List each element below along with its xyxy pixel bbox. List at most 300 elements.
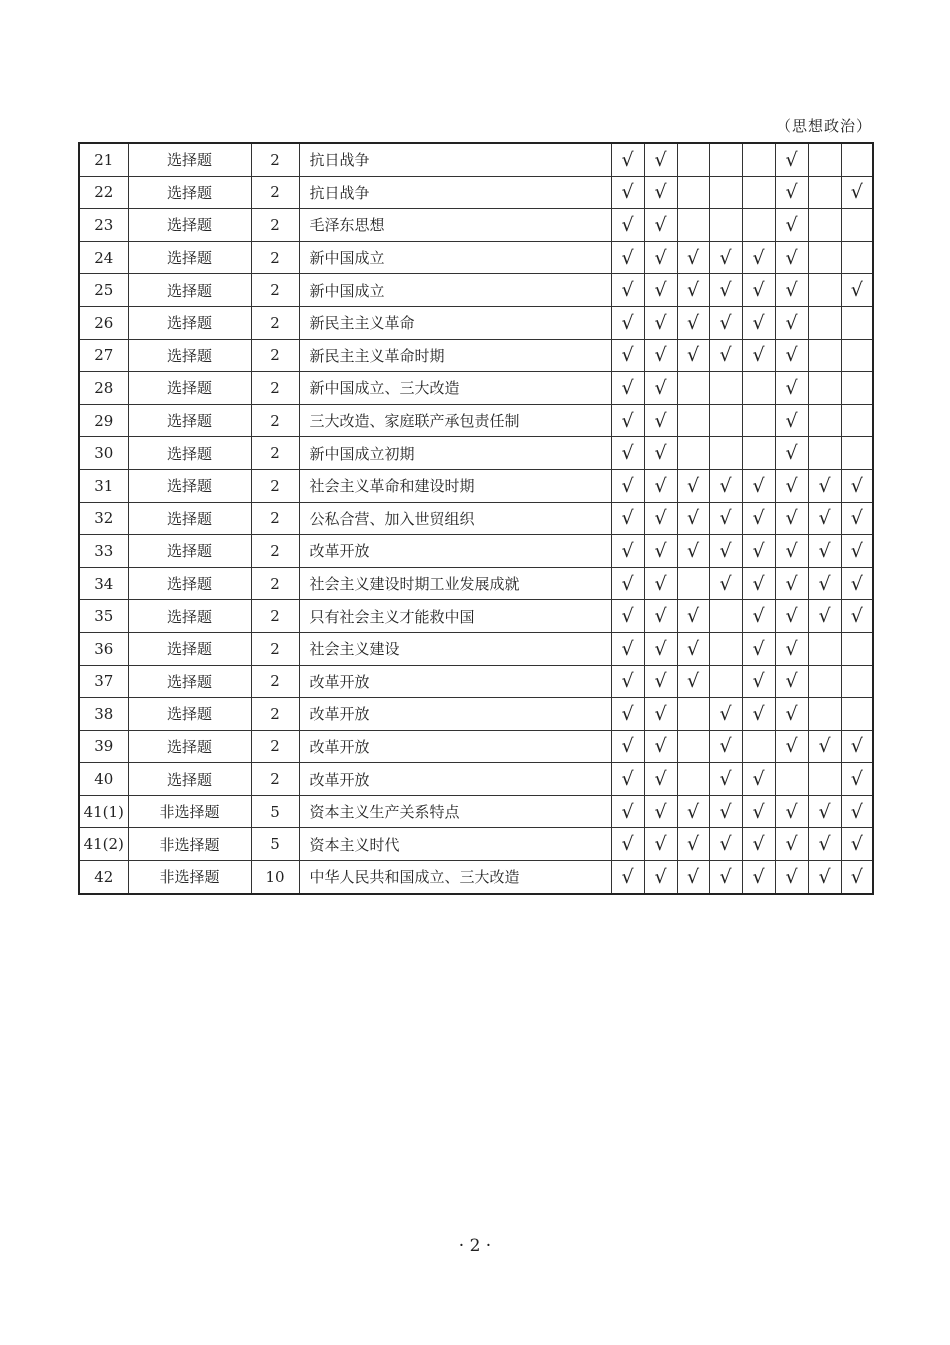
check-mark-icon: √: [611, 861, 644, 894]
question-type: 选择题: [128, 567, 251, 600]
check-mark-icon: √: [742, 795, 775, 828]
question-number: 35: [79, 600, 128, 633]
question-type: 非选择题: [128, 828, 251, 861]
check-mark-icon: √: [677, 339, 709, 372]
question-number: 37: [79, 665, 128, 698]
check-mark-icon: √: [742, 241, 775, 274]
question-number: 32: [79, 502, 128, 535]
check-mark-icon: √: [709, 698, 742, 731]
question-type: 选择题: [128, 241, 251, 274]
check-mark-icon: √: [742, 763, 775, 796]
question-content: 毛泽东思想: [299, 209, 611, 242]
empty-cell: [808, 632, 841, 665]
check-mark-icon: √: [808, 502, 841, 535]
question-number: 39: [79, 730, 128, 763]
empty-cell: [709, 143, 742, 176]
check-mark-icon: √: [841, 469, 873, 502]
check-mark-icon: √: [841, 600, 873, 633]
check-mark-icon: √: [775, 339, 808, 372]
question-score: 2: [251, 469, 299, 502]
empty-cell: [677, 698, 709, 731]
question-type: 选择题: [128, 698, 251, 731]
question-score: 2: [251, 372, 299, 405]
empty-cell: [841, 698, 873, 731]
check-mark-icon: √: [677, 535, 709, 568]
check-mark-icon: √: [775, 209, 808, 242]
question-number: 24: [79, 241, 128, 274]
check-mark-icon: √: [611, 274, 644, 307]
empty-cell: [709, 372, 742, 405]
question-number: 31: [79, 469, 128, 502]
empty-cell: [742, 176, 775, 209]
question-score: 5: [251, 795, 299, 828]
check-mark-icon: √: [742, 535, 775, 568]
question-score: 2: [251, 535, 299, 568]
empty-cell: [841, 209, 873, 242]
question-content: 三大改造、家庭联产承包责任制: [299, 404, 611, 437]
table-row: [79, 698, 873, 731]
question-type: 选择题: [128, 437, 251, 470]
question-content: 抗日战争: [299, 176, 611, 209]
check-mark-icon: √: [841, 274, 873, 307]
check-mark-icon: √: [644, 600, 677, 633]
question-score: 2: [251, 567, 299, 600]
check-mark-icon: √: [808, 469, 841, 502]
check-mark-icon: √: [644, 763, 677, 796]
check-mark-icon: √: [709, 241, 742, 274]
question-score: 2: [251, 632, 299, 665]
question-score: 2: [251, 274, 299, 307]
check-mark-icon: √: [644, 502, 677, 535]
check-mark-icon: √: [611, 535, 644, 568]
check-mark-icon: √: [644, 795, 677, 828]
question-number: 21: [79, 143, 128, 176]
question-type: 选择题: [128, 763, 251, 796]
question-number: 29: [79, 404, 128, 437]
check-mark-icon: √: [644, 567, 677, 600]
check-mark-icon: √: [775, 665, 808, 698]
empty-cell: [677, 437, 709, 470]
empty-cell: [709, 404, 742, 437]
table-row: [79, 795, 873, 828]
check-mark-icon: √: [611, 306, 644, 339]
empty-cell: [742, 437, 775, 470]
check-mark-icon: √: [742, 567, 775, 600]
check-mark-icon: √: [709, 828, 742, 861]
question-score: 2: [251, 600, 299, 633]
question-score: 5: [251, 828, 299, 861]
table-row: [79, 143, 873, 176]
empty-cell: [742, 143, 775, 176]
question-content: 改革开放: [299, 535, 611, 568]
empty-cell: [677, 730, 709, 763]
check-mark-icon: √: [677, 828, 709, 861]
question-number: 22: [79, 176, 128, 209]
question-score: 2: [251, 143, 299, 176]
check-mark-icon: √: [742, 306, 775, 339]
check-mark-icon: √: [709, 861, 742, 894]
check-mark-icon: √: [841, 730, 873, 763]
check-mark-icon: √: [611, 241, 644, 274]
question-number: 38: [79, 698, 128, 731]
check-mark-icon: √: [742, 861, 775, 894]
empty-cell: [841, 241, 873, 274]
question-content: 新中国成立: [299, 274, 611, 307]
question-type: 选择题: [128, 339, 251, 372]
empty-cell: [808, 241, 841, 274]
empty-cell: [677, 567, 709, 600]
check-mark-icon: √: [775, 828, 808, 861]
empty-cell: [677, 763, 709, 796]
question-type: 选择题: [128, 535, 251, 568]
empty-cell: [742, 404, 775, 437]
question-score: 2: [251, 665, 299, 698]
check-mark-icon: √: [808, 795, 841, 828]
empty-cell: [677, 143, 709, 176]
question-number: 36: [79, 632, 128, 665]
subject-label: （思想政治）: [775, 117, 872, 135]
check-mark-icon: √: [611, 143, 644, 176]
empty-cell: [808, 665, 841, 698]
question-type: 选择题: [128, 404, 251, 437]
question-type: 选择题: [128, 730, 251, 763]
question-content: 资本主义生产关系特点: [299, 795, 611, 828]
page-number: · 2 ·: [458, 1236, 492, 1256]
table-row: [79, 567, 873, 600]
table-row: [79, 209, 873, 242]
empty-cell: [841, 437, 873, 470]
empty-cell: [742, 209, 775, 242]
empty-cell: [709, 437, 742, 470]
check-mark-icon: √: [775, 698, 808, 731]
check-mark-icon: √: [742, 274, 775, 307]
question-type: 选择题: [128, 274, 251, 307]
check-mark-icon: √: [709, 795, 742, 828]
check-mark-icon: √: [677, 469, 709, 502]
empty-cell: [841, 372, 873, 405]
check-mark-icon: √: [808, 828, 841, 861]
empty-cell: [742, 730, 775, 763]
check-mark-icon: √: [709, 567, 742, 600]
question-content: 社会主义建设时期工业发展成就: [299, 567, 611, 600]
check-mark-icon: √: [677, 306, 709, 339]
check-mark-icon: √: [644, 143, 677, 176]
check-mark-icon: √: [775, 437, 808, 470]
check-mark-icon: √: [742, 828, 775, 861]
check-mark-icon: √: [611, 698, 644, 731]
check-mark-icon: √: [644, 632, 677, 665]
question-number: 28: [79, 372, 128, 405]
empty-cell: [709, 209, 742, 242]
empty-cell: [808, 372, 841, 405]
question-number: 33: [79, 535, 128, 568]
check-mark-icon: √: [611, 209, 644, 242]
question-type: 非选择题: [128, 861, 251, 894]
question-type: 选择题: [128, 665, 251, 698]
question-type: 选择题: [128, 372, 251, 405]
question-number: 42: [79, 861, 128, 894]
check-mark-icon: √: [808, 600, 841, 633]
table-row: [79, 176, 873, 209]
question-content: 中华人民共和国成立、三大改造: [299, 861, 611, 894]
check-mark-icon: √: [644, 861, 677, 894]
question-type: 选择题: [128, 600, 251, 633]
question-content: 只有社会主义才能救中国: [299, 600, 611, 633]
question-content: 改革开放: [299, 763, 611, 796]
check-mark-icon: √: [644, 437, 677, 470]
table-row: [79, 730, 873, 763]
check-mark-icon: √: [677, 502, 709, 535]
question-number: 27: [79, 339, 128, 372]
empty-cell: [841, 632, 873, 665]
check-mark-icon: √: [775, 306, 808, 339]
check-mark-icon: √: [644, 404, 677, 437]
table-row: [79, 861, 873, 894]
empty-cell: [775, 763, 808, 796]
empty-cell: [841, 306, 873, 339]
check-mark-icon: √: [611, 176, 644, 209]
question-score: 2: [251, 437, 299, 470]
check-mark-icon: √: [742, 339, 775, 372]
question-content: 新中国成立、三大改造: [299, 372, 611, 405]
empty-cell: [841, 143, 873, 176]
question-number: 40: [79, 763, 128, 796]
table-row: [79, 274, 873, 307]
check-mark-icon: √: [775, 632, 808, 665]
question-content: 新中国成立: [299, 241, 611, 274]
check-mark-icon: √: [775, 567, 808, 600]
check-mark-icon: √: [611, 665, 644, 698]
empty-cell: [742, 372, 775, 405]
check-mark-icon: √: [808, 567, 841, 600]
check-mark-icon: √: [644, 730, 677, 763]
check-mark-icon: √: [611, 404, 644, 437]
table-row: [79, 469, 873, 502]
question-score: 2: [251, 306, 299, 339]
question-content: 新民主主义革命时期: [299, 339, 611, 372]
question-number: 41(1): [79, 795, 128, 828]
empty-cell: [808, 274, 841, 307]
question-content: 抗日战争: [299, 143, 611, 176]
check-mark-icon: √: [611, 339, 644, 372]
check-mark-icon: √: [611, 437, 644, 470]
check-mark-icon: √: [611, 828, 644, 861]
exam-spec-table: [78, 142, 874, 895]
check-mark-icon: √: [709, 502, 742, 535]
question-type: 选择题: [128, 176, 251, 209]
check-mark-icon: √: [775, 404, 808, 437]
table-row: [79, 665, 873, 698]
question-type: 选择题: [128, 306, 251, 339]
question-content: 新中国成立初期: [299, 437, 611, 470]
check-mark-icon: √: [644, 469, 677, 502]
table-row: [79, 600, 873, 633]
question-content: 改革开放: [299, 698, 611, 731]
check-mark-icon: √: [677, 274, 709, 307]
empty-cell: [677, 404, 709, 437]
check-mark-icon: √: [644, 209, 677, 242]
empty-cell: [677, 372, 709, 405]
question-type: 选择题: [128, 469, 251, 502]
question-content: 改革开放: [299, 730, 611, 763]
empty-cell: [808, 698, 841, 731]
check-mark-icon: √: [841, 176, 873, 209]
check-mark-icon: √: [677, 861, 709, 894]
empty-cell: [841, 404, 873, 437]
question-type: 选择题: [128, 209, 251, 242]
check-mark-icon: √: [775, 861, 808, 894]
empty-cell: [841, 665, 873, 698]
check-mark-icon: √: [611, 600, 644, 633]
check-mark-icon: √: [644, 665, 677, 698]
table-row: [79, 404, 873, 437]
question-number: 23: [79, 209, 128, 242]
check-mark-icon: √: [841, 828, 873, 861]
check-mark-icon: √: [611, 632, 644, 665]
table-row: [79, 632, 873, 665]
empty-cell: [677, 176, 709, 209]
empty-cell: [709, 665, 742, 698]
check-mark-icon: √: [644, 274, 677, 307]
check-mark-icon: √: [644, 698, 677, 731]
check-mark-icon: √: [677, 795, 709, 828]
check-mark-icon: √: [644, 828, 677, 861]
question-content: 资本主义时代: [299, 828, 611, 861]
check-mark-icon: √: [775, 730, 808, 763]
check-mark-icon: √: [644, 339, 677, 372]
question-number: 34: [79, 567, 128, 600]
empty-cell: [808, 437, 841, 470]
question-type: 非选择题: [128, 795, 251, 828]
check-mark-icon: √: [775, 241, 808, 274]
check-mark-icon: √: [775, 469, 808, 502]
check-mark-icon: √: [808, 861, 841, 894]
empty-cell: [808, 143, 841, 176]
question-number: 25: [79, 274, 128, 307]
check-mark-icon: √: [611, 795, 644, 828]
check-mark-icon: √: [841, 861, 873, 894]
empty-cell: [808, 339, 841, 372]
check-mark-icon: √: [742, 469, 775, 502]
table-row: [79, 535, 873, 568]
empty-cell: [808, 306, 841, 339]
check-mark-icon: √: [677, 632, 709, 665]
table-row: [79, 372, 873, 405]
question-score: 2: [251, 698, 299, 731]
empty-cell: [841, 339, 873, 372]
question-score: 2: [251, 502, 299, 535]
check-mark-icon: √: [709, 730, 742, 763]
check-mark-icon: √: [677, 665, 709, 698]
table-row: [79, 437, 873, 470]
empty-cell: [808, 209, 841, 242]
table-row: [79, 339, 873, 372]
check-mark-icon: √: [644, 176, 677, 209]
check-mark-icon: √: [742, 698, 775, 731]
question-number: 41(2): [79, 828, 128, 861]
table-body: [79, 143, 873, 894]
table-row: [79, 502, 873, 535]
check-mark-icon: √: [742, 600, 775, 633]
check-mark-icon: √: [841, 763, 873, 796]
check-mark-icon: √: [775, 502, 808, 535]
check-mark-icon: √: [841, 795, 873, 828]
check-mark-icon: √: [677, 600, 709, 633]
question-score: 2: [251, 404, 299, 437]
question-content: 社会主义革命和建设时期: [299, 469, 611, 502]
empty-cell: [709, 632, 742, 665]
check-mark-icon: √: [775, 143, 808, 176]
table-row: [79, 306, 873, 339]
check-mark-icon: √: [611, 567, 644, 600]
check-mark-icon: √: [775, 274, 808, 307]
check-mark-icon: √: [611, 469, 644, 502]
check-mark-icon: √: [742, 632, 775, 665]
check-mark-icon: √: [611, 502, 644, 535]
question-score: 2: [251, 241, 299, 274]
question-content: 公私合营、加入世贸组织: [299, 502, 611, 535]
question-content: 改革开放: [299, 665, 611, 698]
check-mark-icon: √: [611, 763, 644, 796]
check-mark-icon: √: [709, 763, 742, 796]
check-mark-icon: √: [775, 176, 808, 209]
question-type: 选择题: [128, 143, 251, 176]
check-mark-icon: √: [742, 665, 775, 698]
check-mark-icon: √: [742, 502, 775, 535]
empty-cell: [808, 176, 841, 209]
check-mark-icon: √: [775, 600, 808, 633]
question-content: 社会主义建设: [299, 632, 611, 665]
question-type: 选择题: [128, 502, 251, 535]
empty-cell: [808, 404, 841, 437]
question-type: 选择题: [128, 632, 251, 665]
check-mark-icon: √: [709, 306, 742, 339]
empty-cell: [677, 209, 709, 242]
question-content: 新民主主义革命: [299, 306, 611, 339]
question-score: 2: [251, 176, 299, 209]
empty-cell: [808, 763, 841, 796]
table-row: [79, 763, 873, 796]
check-mark-icon: √: [644, 535, 677, 568]
question-number: 26: [79, 306, 128, 339]
check-mark-icon: √: [611, 730, 644, 763]
check-mark-icon: √: [841, 567, 873, 600]
question-number: 30: [79, 437, 128, 470]
empty-cell: [709, 176, 742, 209]
table-row: [79, 828, 873, 861]
question-score: 2: [251, 763, 299, 796]
check-mark-icon: √: [775, 795, 808, 828]
check-mark-icon: √: [644, 241, 677, 274]
empty-cell: [709, 600, 742, 633]
question-score: 2: [251, 209, 299, 242]
check-mark-icon: √: [808, 730, 841, 763]
check-mark-icon: √: [709, 274, 742, 307]
question-score: 2: [251, 730, 299, 763]
check-mark-icon: √: [644, 372, 677, 405]
question-score: 2: [251, 339, 299, 372]
check-mark-icon: √: [775, 372, 808, 405]
check-mark-icon: √: [644, 306, 677, 339]
check-mark-icon: √: [841, 502, 873, 535]
check-mark-icon: √: [808, 535, 841, 568]
check-mark-icon: √: [775, 535, 808, 568]
question-score: 10: [251, 861, 299, 894]
check-mark-icon: √: [677, 241, 709, 274]
check-mark-icon: √: [709, 339, 742, 372]
table-row: [79, 241, 873, 274]
check-mark-icon: √: [611, 372, 644, 405]
